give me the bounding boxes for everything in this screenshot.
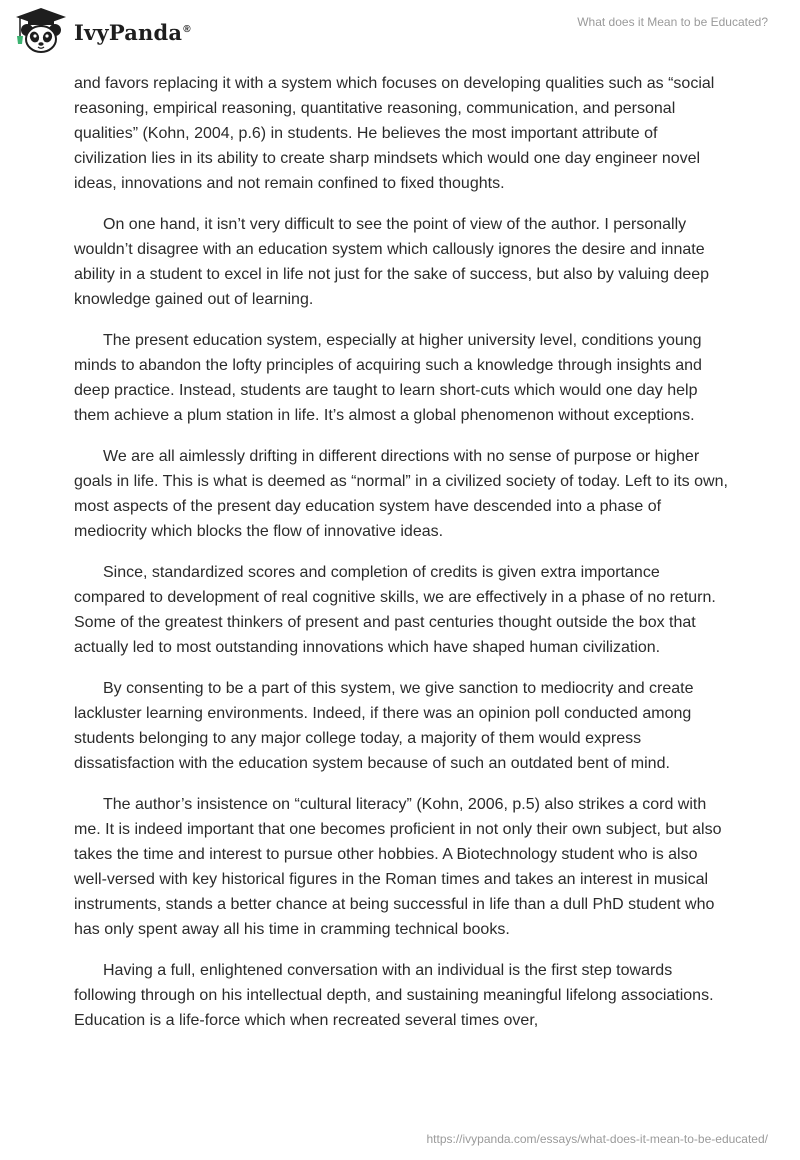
essay-paragraph: We are all aimlessly drifting in different directions with no sense of purpose or higher goals in life. This is what is deemed as “normal” in a civilized society of today. Left to its own, most aspects of the present day education system have descended into a phase of mediocrity which blocks the flow of innovative ideas. bbox=[74, 448, 728, 540]
essay-paragraph: Having a full, enlightened conversation with an individual is the first step towards following through on his intellectual depth, and sustaining meaningful lifelong associations. Education is a life-force which when recreated several times over, bbox=[74, 962, 714, 1029]
essay-paragraph: The author’s insistence on “cultural literacy” (Kohn, 2006, p.5) also strikes a cord with me. It is indeed important that one becomes proficient in not only their own subject, but also takes the time and interest to pursue other hobbies. A Biotechnology student who is also well-versed with key historical figures in the Roman times and takes an interest in musical instruments, stands a better chance at being successful in life than a dull PhD student who has only spent away all his time in cramming technical books. bbox=[74, 796, 722, 938]
essay-paragraph: On one hand, it isn’t very difficult to see the point of view of the author. I personally wouldn’t disagree with an education system which callously ignores the desire and innate ability in a student to excel in life not just for the sake of success, but also by valuing deep knowledge gained out of learning. bbox=[74, 216, 710, 308]
footer-url-link[interactable]: https://ivypanda.com/essays/what-does-it-mean-to-be-educated/ bbox=[426, 1132, 768, 1146]
essay-body bbox=[74, 71, 732, 1049]
essay-paragraph: By consenting to be a part of this system, we give sanction to mediocrity and create lackluster learning environments. Indeed, if there was an opinion poll conducted among students belonging to any major college today, a majority of them would express dissatisfaction with the education system because of such an outdated bent of mind. bbox=[74, 680, 694, 772]
essay-paragraph: and favors replacing it with a system which focuses on developing qualities such as “social reasoning, empirical reasoning, quantitative reasoning, communication, and personal qualities” (Kohn, 2004, p.6) in students. He believes the most important attribute of civilization lies in its ability to create sharp mindsets which would one day engineer novel ideas, innovations and not remain confined to fixed thoughts. bbox=[74, 75, 715, 192]
page-header bbox=[0, 0, 800, 64]
brand-name: IvyPanda® bbox=[74, 19, 191, 45]
ivypanda-logo[interactable] bbox=[14, 6, 191, 56]
essay-paragraph: Since, standardized scores and completion of credits is given extra importance compared to development of real cognitive skills, we are effectively in a phase of no return. Some of the greatest thinkers of present and past centuries thought outside the box that actually led to most outstanding innovations which have shaped human civilization. bbox=[74, 564, 716, 656]
essay-paragraph: The present education system, especially at higher university level, conditions young minds to abandon the lofty principles of acquiring such a knowledge through insights and deep practice. Instead, students are taught to learn short-cuts which would one day help them achieve a plum station in life. It’s almost a global phenomenon without exceptions. bbox=[74, 332, 702, 424]
page-title: What does it Mean to be Educated? bbox=[577, 15, 768, 29]
panda-graduation-cap-icon bbox=[14, 6, 68, 56]
